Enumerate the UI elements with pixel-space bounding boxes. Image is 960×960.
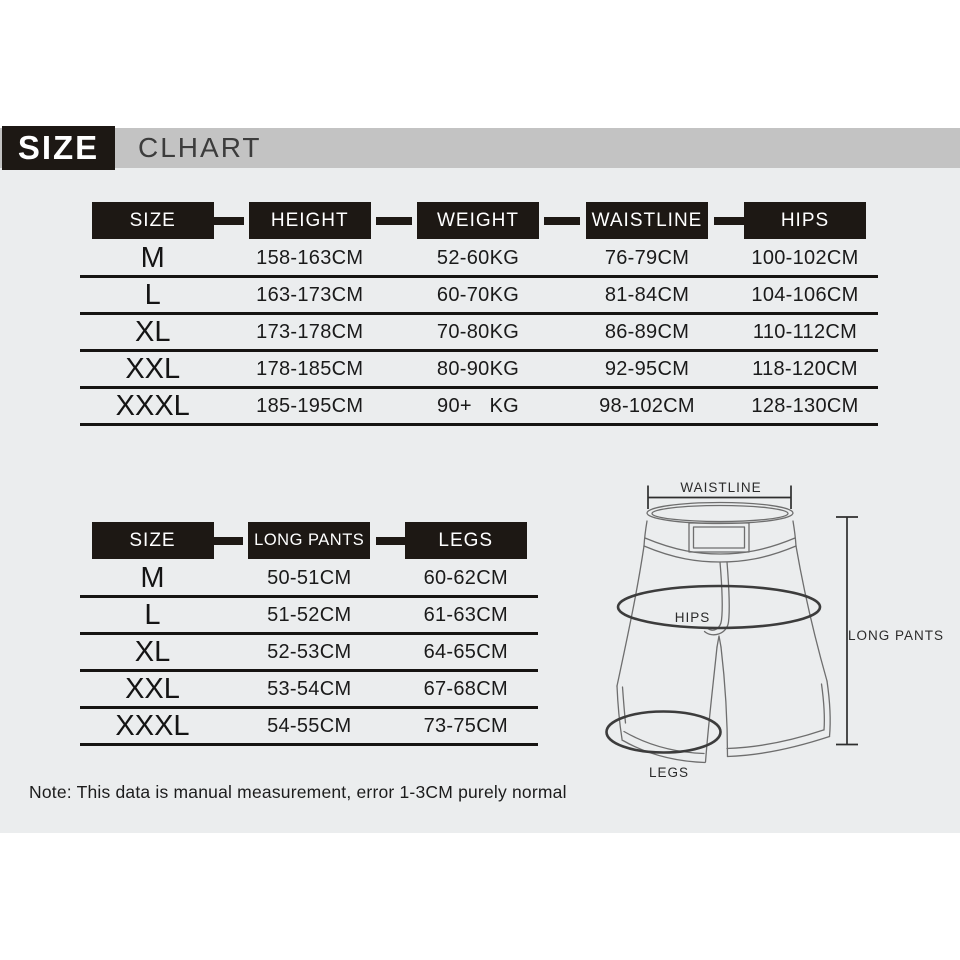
- size-column-header: SIZE: [92, 522, 214, 559]
- pants-table-header-row: [80, 522, 538, 559]
- size-column-header: SIZE: [92, 202, 214, 239]
- size-cell: XL: [135, 315, 171, 348]
- size-cell: M: [140, 561, 165, 594]
- shorts-measurement-diagram: [600, 460, 960, 800]
- waistline-column-header: WAISTLINE: [586, 202, 708, 239]
- size-cell: L: [144, 598, 161, 631]
- weight-cell: 60-70KG: [436, 283, 520, 306]
- height-cell: 163-173CM: [256, 283, 364, 306]
- page-title: CLHART: [138, 132, 262, 163]
- table-row: [80, 561, 538, 598]
- size-cell: XXXL: [115, 389, 190, 422]
- long-pants-column-header: LONG PANTS: [248, 522, 370, 559]
- hips-cell: 128-130CM: [751, 394, 859, 417]
- table-row: [80, 635, 538, 672]
- size-cell: L: [144, 278, 161, 311]
- long-pants-label: LONG PANTS: [847, 628, 945, 643]
- waistline-label: WAISTLINE: [680, 480, 762, 495]
- size-badge: SIZE: [2, 126, 115, 170]
- weight-cell: 70-80KG: [436, 320, 520, 343]
- height-cell: 158-163CM: [256, 246, 364, 269]
- hips-cell: 100-102CM: [751, 246, 859, 269]
- weight-column-header: WEIGHT: [417, 202, 539, 239]
- shorts-diagram-svg: [600, 460, 960, 800]
- long-pants-cell: 54-55CM: [267, 714, 352, 737]
- header-connector-dash: [714, 217, 750, 225]
- long-pants-cell: 51-52CM: [267, 603, 352, 626]
- hips-label: HIPS: [674, 610, 711, 625]
- height-cell: 185-195CM: [256, 394, 364, 417]
- waistline-cell: 76-79CM: [604, 246, 690, 269]
- measurement-note: Note: This data is manual measurement, error 1-3CM purely normal: [29, 782, 567, 802]
- table-row: [80, 315, 878, 352]
- header-connector-dash: [376, 537, 412, 545]
- legs-cell: 67-68CM: [423, 677, 508, 700]
- height-column-header: HEIGHT: [249, 202, 371, 239]
- table-row: [80, 672, 538, 709]
- weight-cell: 52-60KG: [436, 246, 520, 269]
- shorts-outline: [617, 503, 830, 763]
- height-cell: 173-178CM: [256, 320, 364, 343]
- waistline-cell: 98-102CM: [599, 394, 695, 417]
- legs-cell: 60-62CM: [423, 566, 508, 589]
- weight-cell: 90+ KG: [437, 394, 519, 417]
- long-pants-cell: 50-51CM: [267, 566, 352, 589]
- table-row: [80, 352, 878, 389]
- table-row: [80, 278, 878, 315]
- hips-column-header: HIPS: [744, 202, 866, 239]
- size-cell: XXXL: [115, 709, 190, 742]
- size-cell: M: [140, 241, 165, 274]
- legs-column-header: LEGS: [405, 522, 527, 559]
- waistline-cell: 92-95CM: [604, 357, 690, 380]
- table-row: [80, 709, 538, 746]
- pants-table-body: [80, 561, 538, 746]
- hips-cell: 110-112CM: [752, 320, 858, 343]
- table-row: [80, 389, 878, 426]
- legs-label: LEGS: [648, 765, 690, 780]
- header-connector-dash: [376, 217, 412, 225]
- size-table-body: [80, 241, 878, 426]
- header-connector-dash: [208, 217, 244, 225]
- size-cell: XL: [134, 635, 171, 668]
- long-pants-cell: 52-53CM: [267, 640, 352, 663]
- waistline-cell: 86-89CM: [604, 320, 690, 343]
- hips-cell: 118-120CM: [752, 357, 858, 380]
- legs-cell: 61-63CM: [423, 603, 508, 626]
- size-cell: XXL: [125, 352, 181, 385]
- header-connector-dash: [207, 537, 243, 545]
- size-cell: XXL: [125, 672, 180, 705]
- waistline-cell: 81-84CM: [604, 283, 690, 306]
- hips-girth-ellipse: [618, 586, 820, 628]
- legs-cell: 64-65CM: [423, 640, 508, 663]
- height-cell: 178-185CM: [256, 357, 364, 380]
- hips-cell: 104-106CM: [751, 283, 859, 306]
- table-row: [80, 241, 878, 278]
- size-table-header-row: [80, 202, 878, 239]
- legs-cell: 73-75CM: [423, 714, 508, 737]
- long-pants-cell: 53-54CM: [267, 677, 352, 700]
- header-connector-dash: [544, 217, 580, 225]
- weight-cell: 80-90KG: [436, 357, 520, 380]
- table-row: [80, 598, 538, 635]
